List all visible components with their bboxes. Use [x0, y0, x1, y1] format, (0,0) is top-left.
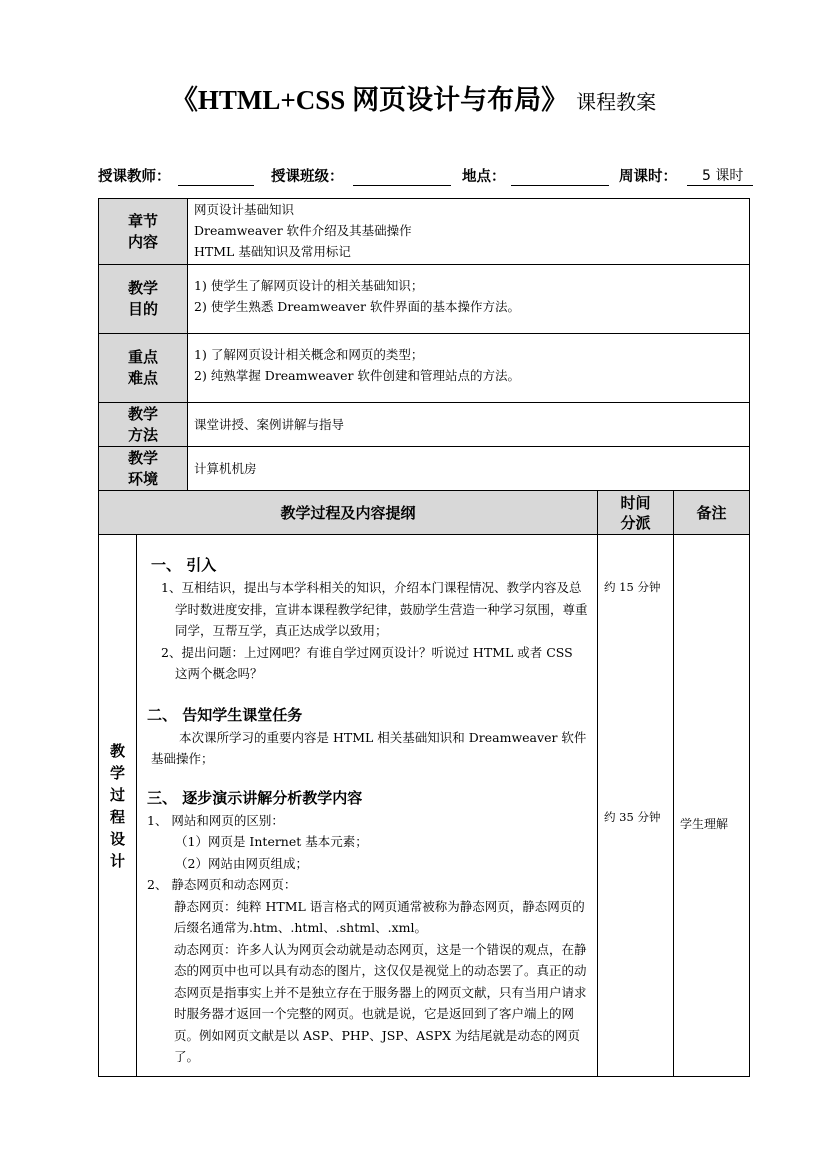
demo-item-2: 2、 静态网页和动态网页： [147, 877, 297, 892]
demo-item-1b: （2）网站由网页组成； [175, 855, 308, 871]
process-side-label: 教 学 过 程 设 计 [99, 535, 137, 1077]
hours-blank [687, 185, 753, 186]
hours-label: 周课时： [619, 169, 677, 185]
teaching-goal-label: 教学 目的 [99, 265, 188, 334]
course-title: 《HTML+CSS 网页设计与布局》 [170, 85, 569, 115]
note-demo: 学生理解 [680, 817, 729, 831]
static-page-text: 静态网页：纯粹 HTML 语言格式的网页通常被称为静态网页，静态网页的后缀名通常为.htm、.html、.shtml、.xml。 [174, 898, 585, 935]
section-intro: 一、 引入 [151, 556, 217, 574]
course-info-line [98, 165, 753, 189]
key-points-label: 重点 难点 [99, 334, 188, 403]
time-intro: 约 15 分钟 [604, 580, 661, 594]
process-content [137, 535, 598, 1077]
time-demo: 约 35 分钟 [604, 810, 661, 824]
section-task: 二、 告知学生课堂任务 [147, 705, 303, 724]
intro-item-1: 1、互相结识，提出与本学科相关的知识，介绍本门课程情况、教学内容及总学时数进度安排，宣讲本课程教学纪律，鼓励学生营造一种学习氛围，尊重同学，互帮互学，真正达成学以致用； [161, 580, 588, 638]
row-teaching-goal [99, 265, 750, 334]
intro-item-2: 2、提出问题：上过网吧？有谁自学过网页设计？听说过 HTML 或者 CSS 这两个概念吗？ [161, 644, 573, 681]
teaching-environment-value: 计算机机房 [188, 447, 750, 491]
notes-column [674, 535, 750, 1077]
dynamic-page-text: 动态网页：许多人认为网页会动就是动态网页，这是一个错误的观点，在静态的网页中也可以具有动态的图片，这仅仅是视觉上的动态罢了。真正的动态网页是指事实上并不是独立存在于服务器上的网页文献，只有当用户请求时服务器才返回一个完整的网页。也就是说，它是返回到了客户端上的网页。例如网页文献是以 ASP、PHP、JSP、ASPX 为结尾就是动态的网页了。 [174, 941, 587, 1064]
demo-item-1: 1、 网站和网页的区别： [147, 812, 284, 828]
row-teaching-environment [99, 447, 750, 491]
class-label: 授课班级： [271, 169, 344, 185]
document-type: 课程教案 [576, 90, 657, 114]
key-points-value: 1) 了解网页设计相关概念和网页的类型； 2) 纯熟掌握 Dreamweaver 软件创建和管理站点的方法。 [188, 334, 750, 403]
hours-value: 5 课时 [702, 168, 744, 184]
section-demo: 三、 逐步演示讲解分析教学内容 [147, 788, 363, 807]
process-title: 教学过程及内容提纲 [99, 491, 598, 535]
teaching-environment-label: 教学 环境 [99, 447, 188, 491]
process-header-row [99, 491, 750, 535]
teacher-blank [178, 185, 254, 186]
row-chapter-content [99, 199, 750, 265]
row-teaching-method [99, 403, 750, 447]
class-blank [353, 185, 451, 186]
teacher-label: 授课教师： [98, 169, 171, 185]
teaching-method-label: 教学 方法 [99, 403, 188, 447]
page-title [0, 78, 827, 117]
demo-item-1a: （1）网页是 Internet 基本元素； [175, 834, 368, 849]
chapter-content-label: 章节 内容 [99, 199, 188, 265]
teaching-method-value: 课堂讲授、案例讲解与指导 [188, 403, 750, 447]
location-label: 地点： [462, 169, 506, 185]
process-body-row [99, 535, 750, 1077]
task-text: 本次课所学习的重要内容是 HTML 相关基础知识和 Dreamweaver 软件基础操作； [151, 729, 587, 766]
chapter-content-value: 网页设计基础知识 Dreamweaver 软件介绍及其基础操作 HTML 基础知识及常用标记 [188, 199, 750, 265]
row-key-points [99, 334, 750, 403]
teaching-goal-value: 1) 使学生了解网页设计的相关基础知识； 2) 使学生熟悉 Dreamweaver 软件界面的基本操作方法。 [188, 265, 750, 334]
notes-header: 备注 [674, 491, 750, 535]
location-blank [511, 185, 609, 186]
time-allocation-header: 时间 分派 [598, 491, 674, 535]
time-column [598, 535, 674, 1077]
lesson-plan-table [98, 198, 750, 1077]
